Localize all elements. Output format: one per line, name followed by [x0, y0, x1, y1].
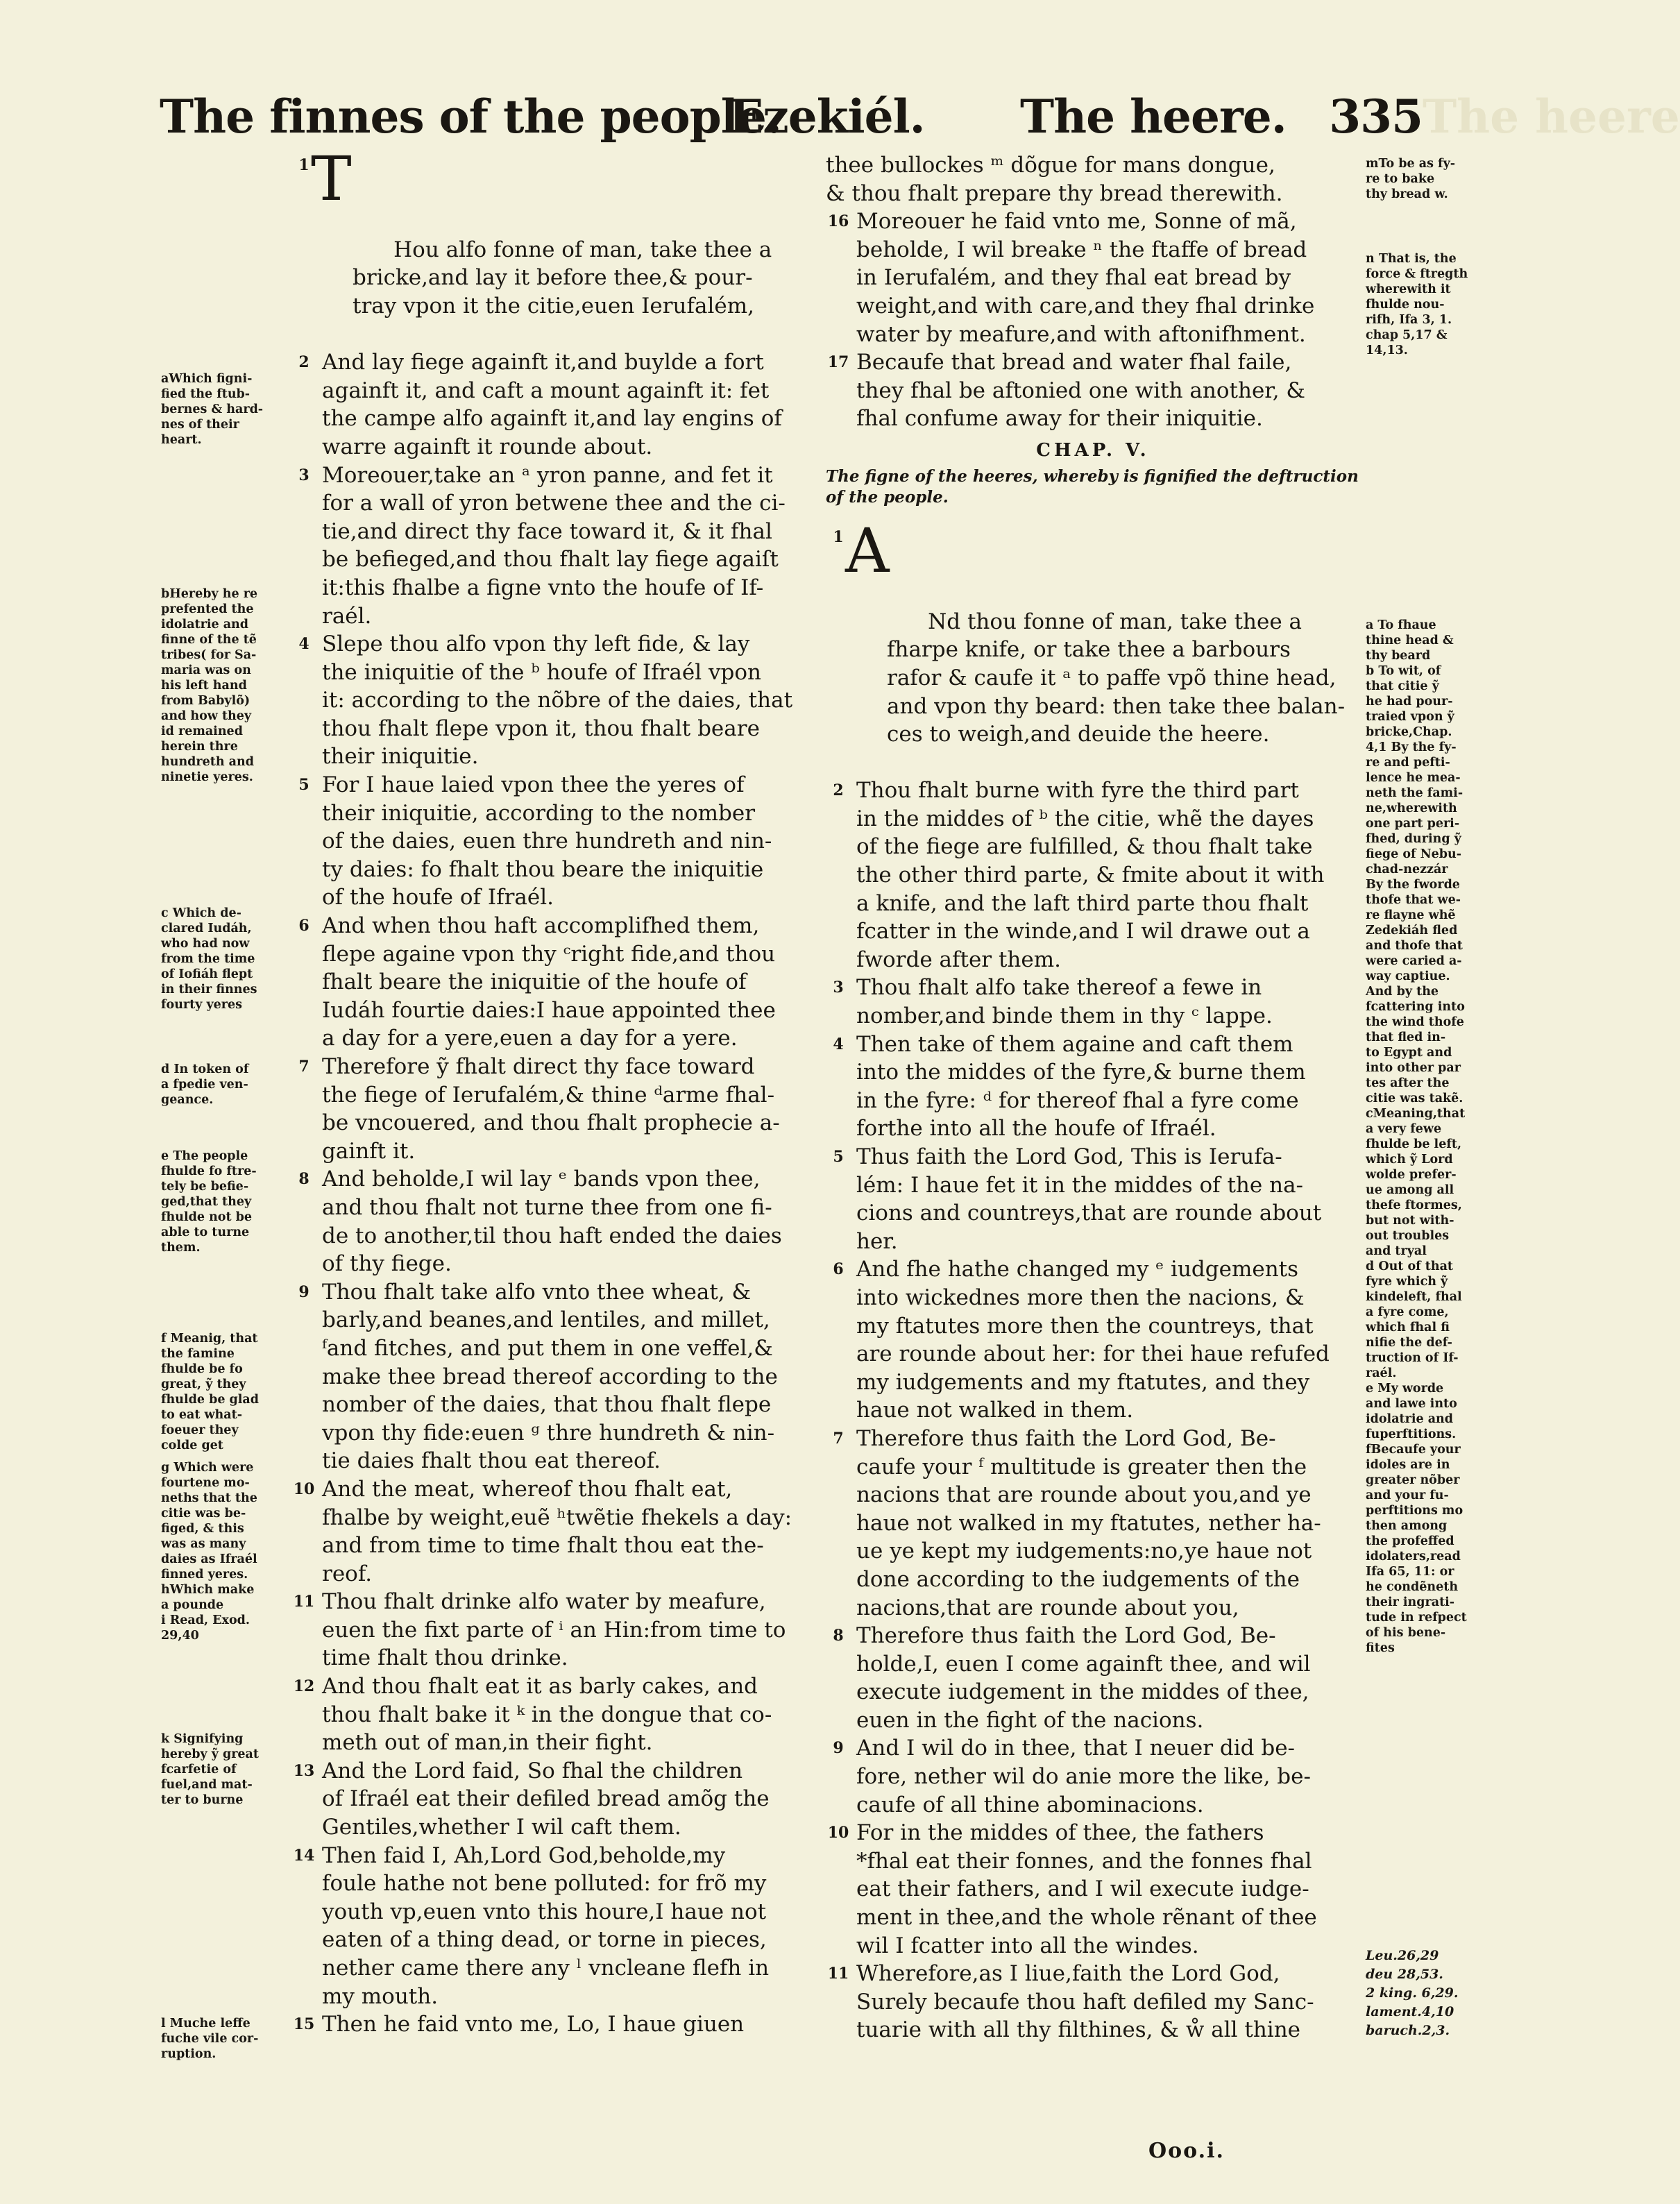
- verse-text: And I wil do in thee, that I neuer did be- fore, nether wil do anie more the like, be- caufe of all thine abominacions.: [856, 1736, 1311, 1817]
- verse-17: [826, 348, 1360, 433]
- header-book-title: Ezekiél.: [729, 90, 925, 144]
- margin-note-a: aWhich figni- fied the ftub- bernes & hard- nes of their heart.: [161, 372, 264, 447]
- verse-text: Then faid I, Ah,Lord God,beholde,my foule hathe not bene polluted: for frõ my youth vp,euen vnto this houre,I haue not eaten of a thing dead, or torne in pieces, nether came there any ˡ vncleane flefh in my mouth.: [322, 1842, 770, 2009]
- verse-text: And thou fhalt eat it as barly cakes, and thou fhalt bake it ᵏ in the dongue that co- meth out of man,in their fight.: [322, 1674, 772, 1756]
- verse-text: Moreouer,take an ᵃ yron panne, and fet it for a wall of yron betwene thee and the ci- tie,and direct thy face toward it, & it fhal be befieged,and thou fhalt lay fiege agaiſt it:this fhalbe a figne vnto the houfe of If- raél.: [322, 462, 786, 629]
- verse-number: 1: [298, 156, 309, 174]
- verse-5: [291, 771, 819, 912]
- verse-text: Thou fhalt drinke alfo water by meafure, euen the fixt parte of ⁱ an Hin:from time to time fhalt thou drinke.: [322, 1589, 786, 1671]
- verse-11: [291, 1588, 819, 1672]
- verse-number: 11: [827, 1965, 849, 1983]
- chapter-5-verse-10: [826, 1819, 1360, 1960]
- drop-cap-letter: T: [311, 143, 352, 214]
- chapter-5-verse-7: [826, 1425, 1360, 1622]
- margin-note-f: f Meanig, that the famine fhulde be fo great, ỹ they fhulde be glad to eat what- foeuer they colde get: [161, 1332, 260, 1452]
- text-column-left: [291, 143, 819, 2039]
- verse-text: Then take of them againe and caft them into the middes of the fyre,& burne them in the fyre: ᵈ for thereof fhal a fyre come forthe into all the houfe of Ifraél.: [856, 1031, 1306, 1142]
- verse-number: 4: [833, 1035, 844, 1053]
- verse-13: [291, 1757, 819, 1842]
- verse-number: 2: [833, 781, 844, 800]
- verse-14: [291, 1842, 819, 2011]
- text-column-right: [826, 151, 1360, 2044]
- margin-note-g-h-i: g Which were fourtene mo- neths that the citie was be- figed, & this was as many daies as Ifraél finned yeres. hWhich make a pounde i Read, Exod. 29,40: [161, 1461, 257, 1643]
- verse-16: [826, 207, 1360, 348]
- verse-number: 4: [298, 635, 309, 654]
- verse-text: And the Lord faid, So fhal the children of Ifraél eat their defiled bread amõg the Gentiles,whether I wil caft them.: [322, 1758, 770, 1840]
- drop-cap-letter: A: [845, 514, 890, 586]
- margin-note-n: n That is, the force & ftregth wherewith it fhulde nou- rifh, Ifa 3, 1. chap 5,17 & 14,13.: [1366, 252, 1468, 357]
- chapter-5-verse-2: [826, 777, 1360, 974]
- chapter-5-verse-9: [826, 1734, 1360, 1819]
- margin-notes-chapter-5: a To fhaue thine head & thy beard b To wit, of that citie ỹ he had pour- traied vpon ỹ bricke,Chap. 4,1 By the fy- re and pefti- lence he mea- neth the fami- ne,wherewith one part peri- fhed, during ỹ fiege of Nebu- chad-nezzár By the fworde thofe that we- re flayne whẽ Zedekiáh fled and thofe that were caried a- way captiue. And by the fcattering into the wind thofe that fled in- to Egypt and into other par tes after the citie was takẽ. cMeaning,that a very fewe fhulde be left, which ỹ Lord wolde prefer- ue among all thefe ftormes, but not with- out troubles and tryal d Out of that fyre which ỹ kindeleft, fhal a fyre come, which fhal fi nifie the def- truction of If- raél. e My worde and lawe into idolatrie and fuperftitions. fBecaufe your idoles are in greater nõber and your fu- perftitions mo then among the profeffed idolaters,read Ifa 65, 11: or he condẽneth their ingrati- tude in refpect of his bene- fites: [1366, 618, 1467, 1655]
- margin-note-e: e The people fhulde fo ftre- tely be befie- ged,that they fhulde not be able to turne them.: [161, 1149, 257, 1255]
- page-number: 335: [1329, 90, 1423, 144]
- verse-number: 6: [833, 1260, 844, 1279]
- chapter-summary: The figne of the heeres, whereby is fignified the deftruction of the people.: [826, 466, 1359, 507]
- verse-6: [291, 912, 819, 1053]
- verse-number: 10: [827, 1824, 849, 1842]
- verse-text: Thou fhalt take alfo vnto thee wheat, & barly,and beanes,and lentiles, and millet, ᶠand fitches, and put them in one veffel,& make thee bread thereof according to the nomber of the daies, that thou fhalt flepe vpon thy fide:euen ᵍ thre hundreth & nin- tie daies fhalt thou eat thereof.: [322, 1279, 778, 1474]
- verse-number: 7: [833, 1429, 844, 1448]
- margin-note-c: c Which de- clared Iudáh, who had now from the time of Iofiáh flept in their finnes fourty yeres: [161, 906, 257, 1012]
- margin-note-b: bHereby he re prefented the idolatrie and finne of the tẽ tribes( for Sa- maria was on his left hand from Babylõ) and how they id remained herein thre hundreth and ninetie yeres.: [161, 587, 258, 784]
- signature-mark: Ooo.i.: [1148, 2139, 1225, 2163]
- verse-2: [291, 348, 819, 461]
- verse-text: And when thou haft accomplifhed them, flepe againe vpon thy ᶜright fide,and thou fhalt beare the iniquitie of the houfe of Iudáh fourtie daies:I haue appointed thee a day for a yere,euen a day for a yere.: [322, 913, 776, 1051]
- verse-number: 17: [827, 353, 849, 372]
- verse-number: 6: [298, 917, 309, 935]
- verse-7: [291, 1053, 819, 1165]
- verse-text: Therefore thus faith the Lord God, Be- caufe your ᶠ multitude is greater then the nacions that are rounde about you,and ye haue not walked in my ftatutes, nether ha- ue ye kept my iudgements:no,ye haue not done according to the iudgements of the nacions,that are rounde about you,: [856, 1425, 1321, 1620]
- verse-number: 5: [833, 1148, 844, 1166]
- bleed-through-header: The heere: [1423, 90, 1680, 144]
- verse-text: Slepe thou alfo vpon thy left fide, & lay the iniquitie of the ᵇ houfe of Ifraél vpon it: according to the nõbre of the daies, that thou fhalt flepe vpon it, thou fhalt beare their iniquitie.: [322, 631, 793, 770]
- verse-number: 10: [293, 1480, 315, 1498]
- verse-number: 8: [833, 1627, 844, 1645]
- verse-text: For in the middes of thee, the fathers *fhal eat their fonnes, and the fonnes fhal eat their fathers, and I wil execute iudge- ment in thee,and the whole rẽnant of thee wil I fcatter into all the windes.: [856, 1820, 1317, 1958]
- verse-number: 11: [293, 1593, 315, 1611]
- verse-text: Wherefore,as I liue,faith the Lord God, Surely becaufe thou haft defiled my Sanc- tuarie with all thy filthines, & ẘ all thine: [856, 1961, 1314, 2043]
- margin-note-m: mTo be as fy- re to bake thy bread w.: [1366, 157, 1456, 201]
- verse-text: Thou fhalt burne with fyre the third part in the middes of ᵇ the citie, whẽ the dayes of the fiege are fulfilled, & thou fhalt take the other third parte, & fmite about it with a knife, and the laft third parte thou fhalt fcatter in the winde,and I wil drawe out a fworde after them.: [856, 778, 1325, 972]
- verse-12: [291, 1672, 819, 1757]
- verse-1: [291, 143, 819, 348]
- verse-text: Therefore thus faith the Lord God, Be- holde,I, euen I come againft thee, and wil execute iudgement in the middes of thee, euen in the fight of the nacions.: [856, 1623, 1311, 1733]
- verse-15: [291, 2010, 819, 2039]
- verse-text: Hou alfo fonne of man, take thee a bricke,and lay it before thee,& pour- tray vpon it the citie,euen Ierufalém,: [353, 237, 772, 319]
- verse-15-continuation: thee bullockes ᵐ dõgue for mans dongue, & thou fhalt prepare thy bread therewith.: [826, 153, 1283, 206]
- verse-text: Nd thou fonne of man, take thee a fharpe knife, or take thee a barbours rafor & caufe it ᵃ to paffe vpõ thine head, and vpon thy beard: then take thee balan- ces to weigh,and deuide the heere.: [887, 609, 1346, 747]
- cross-references: Leu.26,29 deu 28,53. 2 king. 6,29. lament.4,10 baruch.2,3.: [1366, 1948, 1459, 2038]
- verse-number: 5: [298, 776, 309, 795]
- chapter-5-verse-8: [826, 1622, 1360, 1734]
- verse-text: Then he faid vnto me, Lo, I haue giuen: [322, 2012, 745, 2037]
- verse-number: 3: [298, 466, 309, 484]
- verse-number: 15: [293, 2015, 315, 2034]
- verse-number: 16: [827, 212, 849, 231]
- verse-number: 14: [293, 1846, 315, 1865]
- verse-number: 9: [298, 1282, 309, 1301]
- chapter-heading: CHAP. V.: [1036, 439, 1150, 461]
- verse-number: 9: [833, 1739, 844, 1758]
- header-right-title: The heere.: [1020, 90, 1287, 144]
- verse-8: [291, 1165, 819, 1278]
- verse-10: [291, 1475, 819, 1588]
- verse-number: 2: [298, 353, 309, 372]
- chapter-5-verse-6: [826, 1255, 1360, 1425]
- verse-text: For I haue laied vpon thee the yeres of their iniquitie, according to the nomber of the daies, euen thre hundreth and nin- ty daies: fo fhalt thou beare the iniquitie of the houfe of Ifraél.: [322, 772, 772, 910]
- verse-3: [291, 461, 819, 631]
- verse-text: And the meat, whereof thou fhalt eat, fhalbe by weight,euẽ ʰtwẽtie fhekels a day: and from time to time fhalt thou eat the- reof.: [322, 1476, 792, 1586]
- verse-text: Thou fhalt alfo take thereof a fewe in nomber,and binde them in thy ᶜ lappe.: [856, 975, 1273, 1029]
- verse-number: 7: [298, 1058, 309, 1076]
- margin-note-k: k Signifying hereby ỹ great fcarfetie of fuel,and mat- ter to burne: [161, 1732, 259, 1807]
- verse-text: Therefore ỹ fhalt direct thy face toward the fiege of Ierufalém,& thine ᵈarme fhal- be vncouered, and thou fhalt prophecie a- gainft it.: [322, 1054, 780, 1164]
- chapter-5-verse-3: [826, 974, 1360, 1030]
- verse-number: 12: [293, 1677, 315, 1696]
- margin-note-l: l Muche leffe fuche vile cor- ruption.: [161, 2017, 259, 2061]
- header-left-title: The finnes of the people.: [160, 90, 781, 144]
- chapter-5-verse-4: [826, 1031, 1360, 1143]
- verse-text: Moreouer he faid vnto me, Sonne of mã, beholde, I wil breake ⁿ the ftaffe of bread in Ierufalém, and they fhal eat bread by weight,and with care,and they fhal drinke water by meafure,and with aftonifhment.: [856, 209, 1315, 347]
- verse-9: [291, 1278, 819, 1475]
- chapter-5-verse-1: [826, 514, 1360, 777]
- verse-text: And beholde,I wil lay ᵉ bands vpon thee, and thou fhalt not turne thee from one fi- de to another,til thou haft ended the daies of thy fiege.: [322, 1167, 782, 1277]
- margin-note-d: d In token of a fpedie ven- geance.: [161, 1062, 249, 1107]
- verse-number: 8: [298, 1170, 309, 1189]
- verse-text: And lay fiege againft it,and buylde a fort againft it, and caft a mount againft it: fet the campe alfo againft it,and lay engins of warre againft it rounde about.: [322, 350, 782, 459]
- verse-4: [291, 630, 819, 771]
- verse-text: Thus faith the Lord God, This is Ierufa- lém: I haue fet it in the middes of the na- cions and countreys,that are rounde about her.: [856, 1144, 1322, 1254]
- chapter-5-verse-11: [826, 1960, 1360, 2044]
- verse-text: And fhe hathe changed my ᵉ iudgements into wickednes more then the nacions, & my ftatutes more then the countreys, that are rounde about her: for thei haue refufed my iudgements and my ftatutes, and they haue not walked in them.: [856, 1257, 1330, 1423]
- verse-text: Becaufe that bread and water fhal faile, they fhal be aftonied one with another, & fhal confume away for their iniquitie.: [856, 350, 1306, 432]
- verse-number: 1: [833, 527, 844, 546]
- chapter-5-verse-5: [826, 1143, 1360, 1255]
- verse-number: 3: [833, 978, 844, 997]
- verse-number: 13: [293, 1761, 315, 1780]
- running-header: [160, 82, 1423, 151]
